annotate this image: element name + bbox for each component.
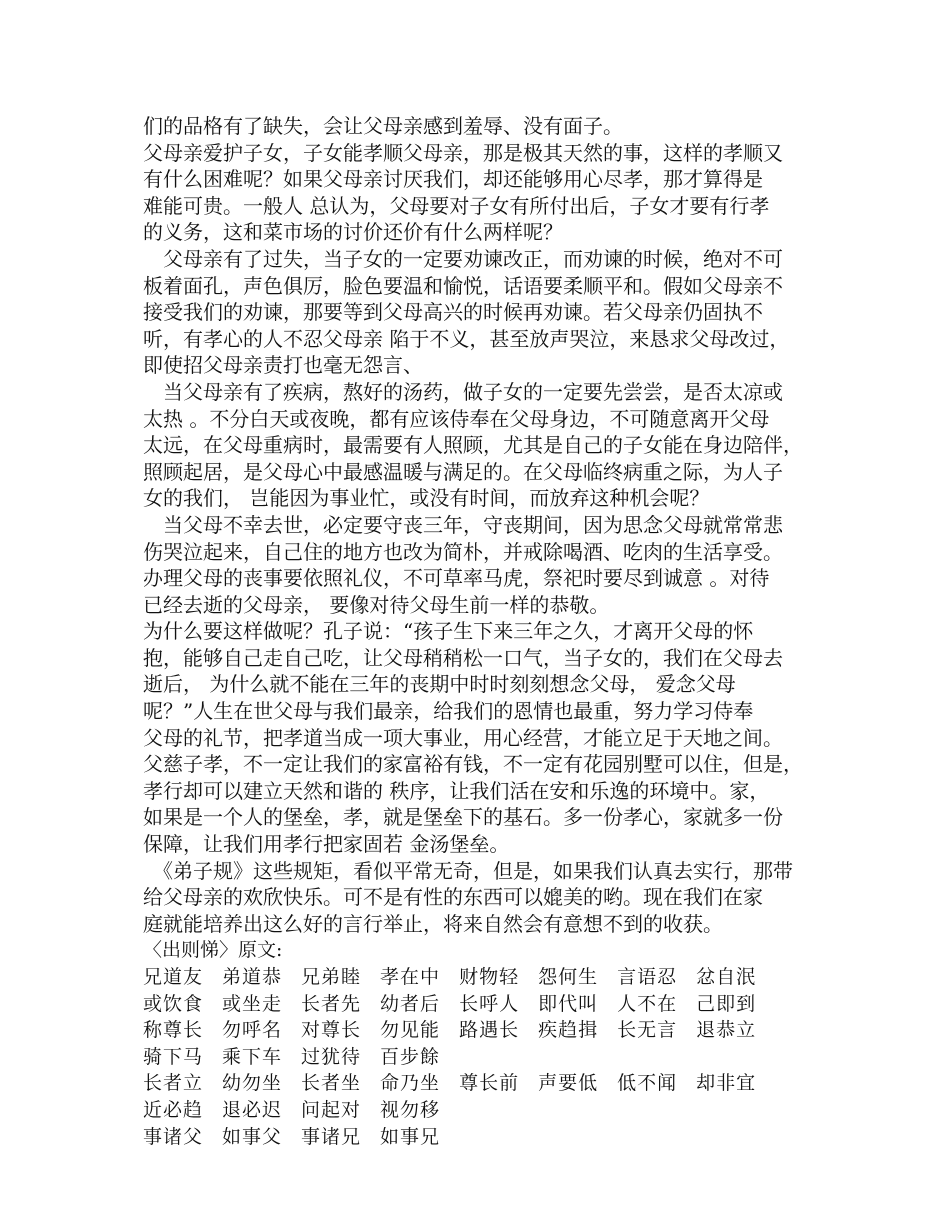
- text-line: 父母亲爱护子女，子女能孝顺父母亲，那是极其天然的事，这样的孝顺又: [143, 140, 783, 165]
- text-line: 伤哭泣起来，自己住的地方也改为简朴，并戒除喝酒、吃肉的生活享受。: [143, 539, 783, 564]
- verse-phrase: 退必迟: [222, 1098, 283, 1121]
- verse-phrase: 低不闻: [617, 1072, 678, 1095]
- verse-phrase: 命乃坐: [380, 1072, 441, 1095]
- text-line: 逝后， 为什么就不能在三年的丧期中时时刻刻想念父母， 爱念父母: [143, 672, 736, 697]
- verse-phrase: 百步餘: [380, 1045, 441, 1068]
- verse-line: [143, 1017, 805, 1044]
- text-line: 《弟子规》这些规矩，看似平常无奇，但是，如果我们认真去实行，那带: [143, 858, 793, 883]
- text-line: 听，有孝心的人不忍父母亲 陷于不义，甚至放声哭泣，来恳求父母改过，: [143, 326, 790, 351]
- text-line: 给父母亲的欢欣快乐。可不是有性的东西可以媲美的哟。现在我们在家: [143, 885, 763, 910]
- verse-phrase: 事诸父: [143, 1125, 204, 1148]
- text-line: 女的我们， 岂能因为事业忙，或没有时间，而放弃这种机会呢？: [143, 486, 710, 511]
- verse-phrase: 尊长前: [459, 1072, 520, 1095]
- verse-phrase: 退恭立: [696, 1019, 757, 1042]
- verse-phrase: 近必趋: [143, 1098, 204, 1121]
- text-line: 已经去逝的父母亲， 要像对待父母生前一样的恭敬。: [143, 592, 610, 617]
- verse-line: [143, 964, 805, 991]
- text-line: 保障，让我们用孝行把家固若 金汤堡垒。: [143, 832, 510, 857]
- text-line: 父母的礼节，把孝道当成一项大事业，用心经营，才能立足于天地之间。: [143, 725, 783, 750]
- verse-phrase: 事诸兄: [301, 1125, 362, 1148]
- verse-phrase: 声要低: [538, 1072, 599, 1095]
- text-line: 的义务，这和菜市场的讨价还价有什么两样呢？: [143, 220, 563, 245]
- verse-phrase: 勿见能: [380, 1019, 441, 1042]
- verse-line: [143, 1124, 805, 1151]
- text-line: 接受我们的劝谏，那要等到父母高兴的时候再劝谏。若父母亲仍固执不: [143, 300, 763, 325]
- verse-phrase: 长无言: [617, 1019, 678, 1042]
- verse-phrase: 如事兄: [380, 1125, 441, 1148]
- verse-phrase: 对尊长: [301, 1019, 362, 1042]
- text-line: 父母亲有了过失，当子女的一定要劝谏改正，而劝谏的时候，绝对不可: [143, 246, 783, 271]
- text-line: 太远，在父母重病时，最需要有人照顾，尤其是自己的子女能在身边陪伴，: [143, 433, 803, 458]
- text-line: 父慈子孝，不一定让我们的家富裕有钱，不一定有花园别墅可以住，但是，: [143, 752, 803, 777]
- text-line: 办理父母的丧事要依照礼仪，不可草率马虎，祭祀时要尽到诚意 。对待: [143, 566, 770, 591]
- verse-phrase: 财物轻: [459, 966, 520, 988]
- text-line: 难能可贵。一般人 总认为，父母要对子女有所付出后，子女才要有行孝: [143, 193, 770, 218]
- verse-line: [143, 1097, 805, 1124]
- text-line: 即使招父母亲责打也毫无怨言、: [143, 353, 423, 378]
- verse-phrase: 疾趋揖: [538, 1019, 599, 1042]
- verse-phrase: 兄弟睦: [301, 966, 362, 988]
- text-line: 如果是一个人的堡垒，孝，就是堡垒下的基石。多一份孝心，家就多一份: [143, 805, 783, 830]
- verse-phrase: 幼勿坐: [222, 1072, 283, 1095]
- verse-phrase: 长呼人: [459, 992, 520, 1015]
- text-line: 照顾起居，是父母心中最感温暖与满足的。在父母临终病重之际，为人子: [143, 459, 783, 484]
- verse-phrase: 骑下马: [143, 1045, 204, 1068]
- verse-phrase: 孝在中: [380, 966, 441, 988]
- verse-phrase: 勿呼名: [222, 1019, 283, 1042]
- prose-section: [143, 113, 805, 937]
- text-line: 当父母不幸去世，必定要守丧三年，守丧期间，因为思念父母就常常悲: [143, 512, 783, 537]
- text-line: 板着面孔，声色俱厉，脸色要温和愉悦，话语要柔顺平和。假如父母亲不: [143, 273, 783, 298]
- verse-phrase: 长者先: [301, 992, 362, 1015]
- verse-phrase: 问起对: [301, 1098, 362, 1121]
- verse-phrase: 路遇长: [459, 1019, 520, 1042]
- verse-phrase: 称尊长: [143, 1019, 204, 1042]
- verse-phrase: 弟道恭: [222, 966, 283, 988]
- text-line: 有什么困难呢？如果父母亲讨厌我们，却还能够用心尽孝，那才算得是: [143, 167, 763, 192]
- text-line: 庭就能培养出这么好的言行举止，将来自然会有意想不到的收获。: [143, 911, 723, 936]
- verse-phrase: 怨何生: [538, 966, 599, 988]
- verse-phrase: 己即到: [696, 992, 757, 1015]
- text-line: 当父母亲有了疾病，熬好的汤药，做子女的一定要先尝尝，是否太凉或: [143, 379, 783, 404]
- text-line: 们的品格有了缺失，会让父母亲感到羞辱、没有面子。: [143, 114, 623, 138]
- verse-phrase: 却非宜: [696, 1072, 757, 1095]
- verse-phrase: 乘下车: [222, 1045, 283, 1068]
- verse-line: [143, 991, 805, 1018]
- verse-phrase: 人不在: [617, 992, 678, 1015]
- verse-phrase: 即代叫: [538, 992, 599, 1015]
- verse-section: [143, 964, 805, 1150]
- text-line: 抱，能够自己走自己吃，让父母稍稍松一口气，当子女的，我们在父母去: [143, 645, 783, 670]
- verse-phrase: 或坐走: [222, 992, 283, 1015]
- verse-phrase: 长者立: [143, 1072, 204, 1095]
- verse-phrase: 长者坐: [301, 1072, 362, 1095]
- verse-phrase: 视勿移: [380, 1098, 441, 1121]
- text-line: 呢？”人生在世父母与我们最亲，给我们的恩情也最重，努力学习侍奉: [143, 699, 754, 724]
- verse-phrase: 兄道友: [143, 966, 204, 988]
- text-line: 为什么要这样做呢？孔子说：“孩子生下来三年之久，才离开父母的怀: [143, 619, 754, 644]
- text-line: 孝行却可以建立天然和谐的 秩序，让我们活在安和乐逸的环境中。家，: [143, 778, 770, 803]
- verse-phrase: 言语忍: [617, 966, 678, 988]
- verse-phrase: 或饮食: [143, 992, 204, 1015]
- verse-phrase: 忿自泯: [696, 966, 757, 988]
- verse-line: [143, 1044, 805, 1071]
- document-page: [143, 113, 805, 1150]
- text-line: 太热 。不分白天或夜晚，都有应该侍奉在父母身边，不可随意离开父母: [143, 406, 770, 431]
- verse-phrase: 如事父: [222, 1125, 283, 1148]
- verse-line: [143, 1070, 805, 1097]
- verse-phrase: 过犹待: [301, 1045, 362, 1068]
- verse-phrase: 幼者后: [380, 992, 441, 1015]
- verse-title: 〈出则悌〉原文:: [143, 939, 283, 962]
